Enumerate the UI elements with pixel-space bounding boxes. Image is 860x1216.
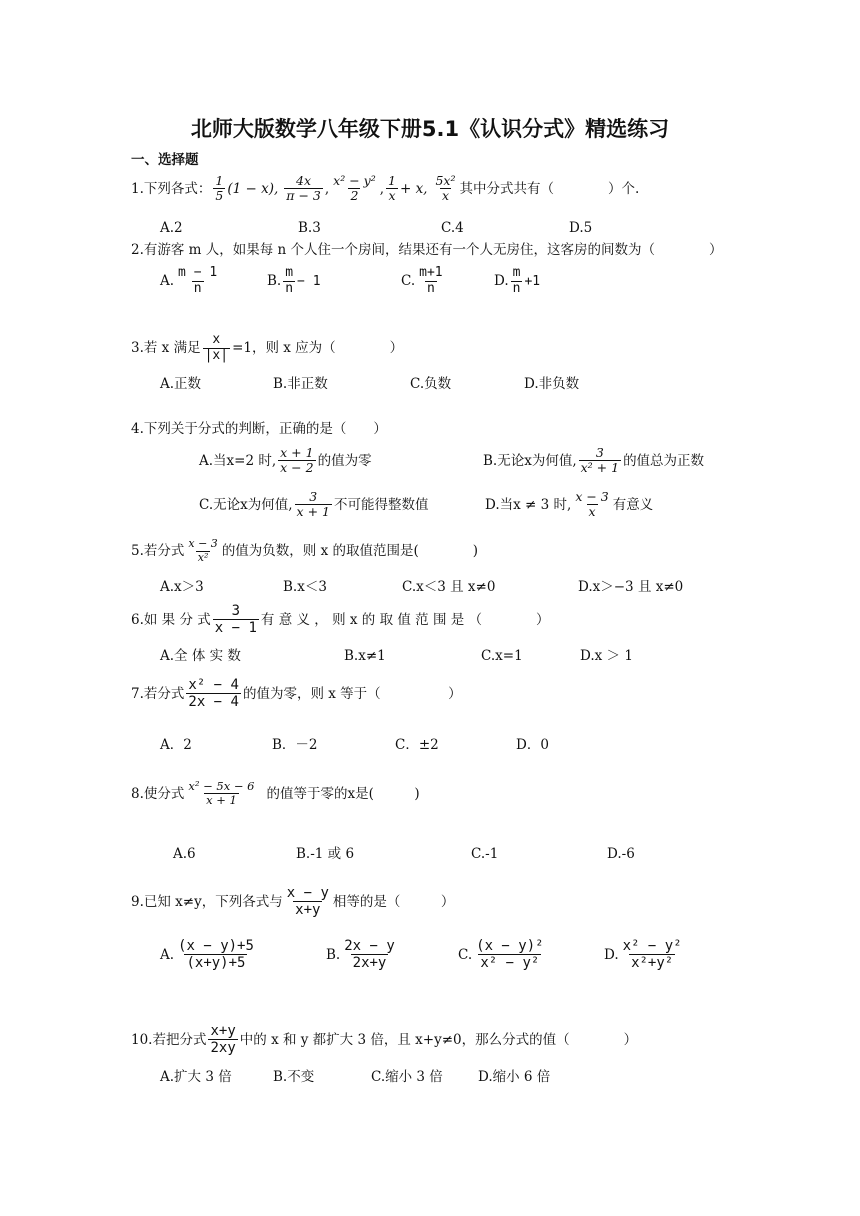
denominator: x²+y² xyxy=(631,955,674,972)
q2-d-frac xyxy=(511,266,523,297)
q6-suffix: 有 意 义 ， 则 x 的 取 值 范 围 是 （ ） xyxy=(260,611,550,628)
numerator: 2x − y xyxy=(344,938,395,954)
q1-expr-4-tail: + x, xyxy=(399,180,428,197)
q1-prefix: 1.下列各式： xyxy=(131,180,212,197)
q5-suffix: 的值为负数，则 x 的取值范围是( ) xyxy=(221,543,479,560)
q1-expr-1-tail: (1 − x), xyxy=(227,180,279,197)
q1-option-a[interactable]: A.2 xyxy=(160,220,183,236)
q5-option-b[interactable]: B.x＜3 xyxy=(283,579,327,595)
q3-prefix: 3.若 x 满足 xyxy=(131,340,201,357)
q2-b-frac xyxy=(283,266,295,297)
q1-expr-3-tail: , xyxy=(379,180,385,197)
numerator: x xyxy=(212,332,221,347)
q10-frac xyxy=(208,1023,237,1056)
q3-option-d[interactable]: D.非负数 xyxy=(524,376,580,392)
q4-a-frac xyxy=(278,446,315,476)
question-1-stem xyxy=(131,174,639,204)
denominator: |x| xyxy=(204,347,229,363)
q9-suffix: 相等的是（ ） xyxy=(332,893,455,910)
option-label: B. xyxy=(267,273,282,290)
q7-prefix: 7.若分式 xyxy=(131,685,185,702)
denominator: x − 2 xyxy=(280,460,314,476)
q4-d-frac xyxy=(573,490,610,520)
q3-option-b[interactable]: B.非正数 xyxy=(273,376,328,392)
option-label: B.无论x为何值, xyxy=(483,452,577,469)
denominator: x − 1 xyxy=(214,620,257,637)
q5-frac xyxy=(186,538,219,564)
numerator: m − 1 xyxy=(178,265,218,280)
q9-d-frac xyxy=(621,938,684,971)
numerator: m xyxy=(285,265,294,280)
q1-expr-4 xyxy=(386,174,398,204)
q5-option-c[interactable]: C.x＜3 且 x≠0 xyxy=(402,579,496,595)
numerator: x+y xyxy=(210,1023,236,1039)
q6-option-c[interactable]: C.x=1 xyxy=(481,648,523,664)
numerator: 4x xyxy=(296,173,312,188)
numerator: 3 xyxy=(309,489,318,504)
q2-option-d[interactable] xyxy=(494,266,540,297)
numerator: (x − y)+5 xyxy=(178,938,254,954)
q9-b-frac xyxy=(342,938,397,971)
question-7-stem xyxy=(131,677,462,710)
q4-option-c[interactable] xyxy=(199,490,428,520)
q9-option-a[interactable] xyxy=(160,938,258,971)
option-suffix: 的值总为正数 xyxy=(623,452,705,469)
q6-option-d[interactable]: D.x ＞ 1 xyxy=(580,648,633,664)
q5-option-a[interactable]: A.x＞3 xyxy=(160,579,204,595)
q10-option-d[interactable]: D.缩小 6 倍 xyxy=(478,1069,551,1085)
q1-expr-2-tail: , xyxy=(324,180,330,197)
denominator: x² xyxy=(197,550,209,564)
q3-option-c[interactable]: C.负数 xyxy=(410,376,452,392)
q7-frac xyxy=(186,677,241,710)
numerator: m+1 xyxy=(419,265,443,280)
q9-prefix: 9.已知 x≠y，下列各式与 xyxy=(131,893,283,910)
q2-a-frac xyxy=(176,266,219,297)
option-label: D. xyxy=(604,946,619,963)
q8-option-d[interactable]: D.-6 xyxy=(607,846,635,862)
denominator: x + 1 xyxy=(206,793,237,808)
option-suffix: 的值为零 xyxy=(317,452,372,469)
denominator: n xyxy=(285,280,294,296)
numerator: 5x² xyxy=(435,173,456,188)
denominator: x² + 1 xyxy=(580,460,620,476)
denominator: π − 3 xyxy=(286,188,321,204)
q10-option-c[interactable]: C.缩小 3 倍 xyxy=(371,1069,443,1085)
q8-frac xyxy=(186,780,256,807)
q1-expr-1 xyxy=(213,174,225,204)
q6-option-b[interactable]: B.x≠1 xyxy=(344,648,386,664)
q2-c-frac xyxy=(417,266,444,297)
numerator: x² − y² xyxy=(622,938,682,954)
denominator: 2x+y xyxy=(352,955,387,972)
q1-expr-2 xyxy=(284,174,323,204)
q4-option-d[interactable] xyxy=(485,490,653,520)
question-4-stem: 4.下列关于分式的判断，正确的是（ ） xyxy=(131,421,387,437)
denominator: 2xy xyxy=(210,1040,236,1057)
q10-option-a[interactable]: A.扩大 3 倍 xyxy=(160,1069,232,1085)
numerator: x − 3 xyxy=(188,537,218,550)
q5-prefix: 5.若分式 xyxy=(131,543,185,560)
q6-option-a[interactable]: A.全 体 实 数 xyxy=(160,648,241,664)
q3-frac xyxy=(203,333,230,364)
q8-option-a[interactable]: A.6 xyxy=(173,846,196,862)
denominator: 2 xyxy=(350,188,359,204)
numerator: x² − 4 xyxy=(188,677,239,693)
numerator: 3 xyxy=(231,603,241,619)
q9-a-frac xyxy=(176,938,256,971)
q8-prefix: 8.使分式 xyxy=(131,785,185,802)
option-label: C. xyxy=(401,273,416,290)
question-3-stem xyxy=(131,333,403,364)
q2-option-b[interactable] xyxy=(267,266,321,297)
denominator: x+y xyxy=(295,902,321,919)
q7-option-d[interactable]: D．0 xyxy=(516,737,549,753)
option-suffix: 有意义 xyxy=(612,496,654,513)
denominator: n xyxy=(193,280,202,296)
option-label: A.当x=2 时, xyxy=(199,452,277,469)
question-8-stem xyxy=(131,780,420,807)
q1-expr-5 xyxy=(433,174,457,204)
q3-option-a[interactable]: A.正数 xyxy=(160,376,202,392)
q7-option-c[interactable]: C．±2 xyxy=(395,737,439,753)
question-10-stem xyxy=(131,1023,637,1056)
denominator: n xyxy=(512,280,521,296)
option-label: D.当x ≠ 3 时, xyxy=(485,496,572,513)
denominator: x + 1 xyxy=(296,504,330,520)
denominator: (x+y)+5 xyxy=(186,955,246,972)
numerator: x² − y² xyxy=(333,173,376,188)
question-2-stem: 2.有游客 m 人，如果每 n 个人住一个房间，结果还有一个人无房住，这客房的间数为（ ） xyxy=(131,242,723,258)
q1-option-b[interactable]: B.3 xyxy=(298,220,321,236)
q1-option-c[interactable]: C.4 xyxy=(441,220,464,236)
numerator: m xyxy=(512,265,521,280)
denominator: x xyxy=(441,188,450,204)
option-label: C. xyxy=(458,946,473,963)
denominator: x xyxy=(588,504,596,520)
option-suffix: 不可能得整数值 xyxy=(333,496,429,513)
q4-option-b[interactable] xyxy=(483,446,704,476)
q2-b-tail: − 1 xyxy=(297,273,321,289)
q9-option-b[interactable] xyxy=(326,938,399,971)
section-heading: 一、选择题 xyxy=(131,152,199,168)
page-title: 北师大版数学八年级下册5.1《认识分式》精选练习 xyxy=(190,117,670,141)
q2-d-tail: +1 xyxy=(524,273,541,289)
q5-option-d[interactable]: D.x＞−3 且 x≠0 xyxy=(578,579,684,595)
q9-frac xyxy=(285,885,331,918)
option-label: D. xyxy=(494,273,509,290)
q2-option-c[interactable] xyxy=(401,266,447,297)
q9-option-d[interactable] xyxy=(604,938,686,971)
option-label: B. xyxy=(326,946,341,963)
denominator: n xyxy=(426,280,435,296)
q9-option-c[interactable] xyxy=(458,938,548,971)
denominator: x² − y² xyxy=(480,955,540,972)
q7-suffix: 的值为零，则 x 等于（ ） xyxy=(242,685,462,702)
option-label: A. xyxy=(160,273,175,290)
q10-option-b[interactable]: B.不变 xyxy=(273,1069,315,1085)
denominator: 5 xyxy=(215,188,224,204)
q4-c-frac xyxy=(295,490,332,520)
q8-option-b[interactable]: B.-1 或 6 xyxy=(296,846,355,862)
question-9-stem xyxy=(131,885,454,918)
q10-suffix: 中的 x 和 y 都扩大 3 倍，且 x+y≠0，那么分式的值（ ） xyxy=(239,1031,638,1048)
q1-expr-3 xyxy=(331,174,378,204)
q8-option-c[interactable]: C.-1 xyxy=(471,846,499,862)
q1-option-d[interactable]: D.5 xyxy=(569,220,593,236)
denominator: 2x − 4 xyxy=(188,694,239,711)
numerator: x − 3 xyxy=(575,489,609,504)
q9-c-frac xyxy=(474,938,545,971)
option-label: A. xyxy=(160,946,175,963)
numerator: 3 xyxy=(595,445,604,460)
denominator: x xyxy=(388,188,396,204)
q3-suffix: =1，则 x 应为（ ） xyxy=(232,340,404,357)
option-label: C.无论x为何值, xyxy=(199,496,293,513)
numerator: 1 xyxy=(215,173,224,188)
question-6-stem xyxy=(131,603,550,636)
q7-option-a[interactable]: A．2 xyxy=(160,737,192,753)
q1-suffix: 其中分式共有（ ）个. xyxy=(459,180,640,197)
q7-option-b[interactable]: B．－2 xyxy=(272,737,318,753)
q10-prefix: 10.若把分式 xyxy=(131,1031,207,1048)
question-5-stem xyxy=(131,538,478,564)
q8-suffix: 的值等于零的x是( ) xyxy=(266,785,420,802)
q6-prefix: 6.如 果 分 式 xyxy=(131,611,211,628)
q2-option-a[interactable] xyxy=(160,266,221,297)
numerator: x² − 5x − 6 xyxy=(188,779,255,793)
q4-option-a[interactable] xyxy=(199,446,372,476)
numerator: 1 xyxy=(388,173,396,188)
numerator: (x − y)² xyxy=(476,938,544,954)
q4-b-frac xyxy=(579,446,621,476)
numerator: x − y xyxy=(286,885,329,901)
numerator: x + 1 xyxy=(280,445,314,460)
q6-frac xyxy=(213,603,259,636)
